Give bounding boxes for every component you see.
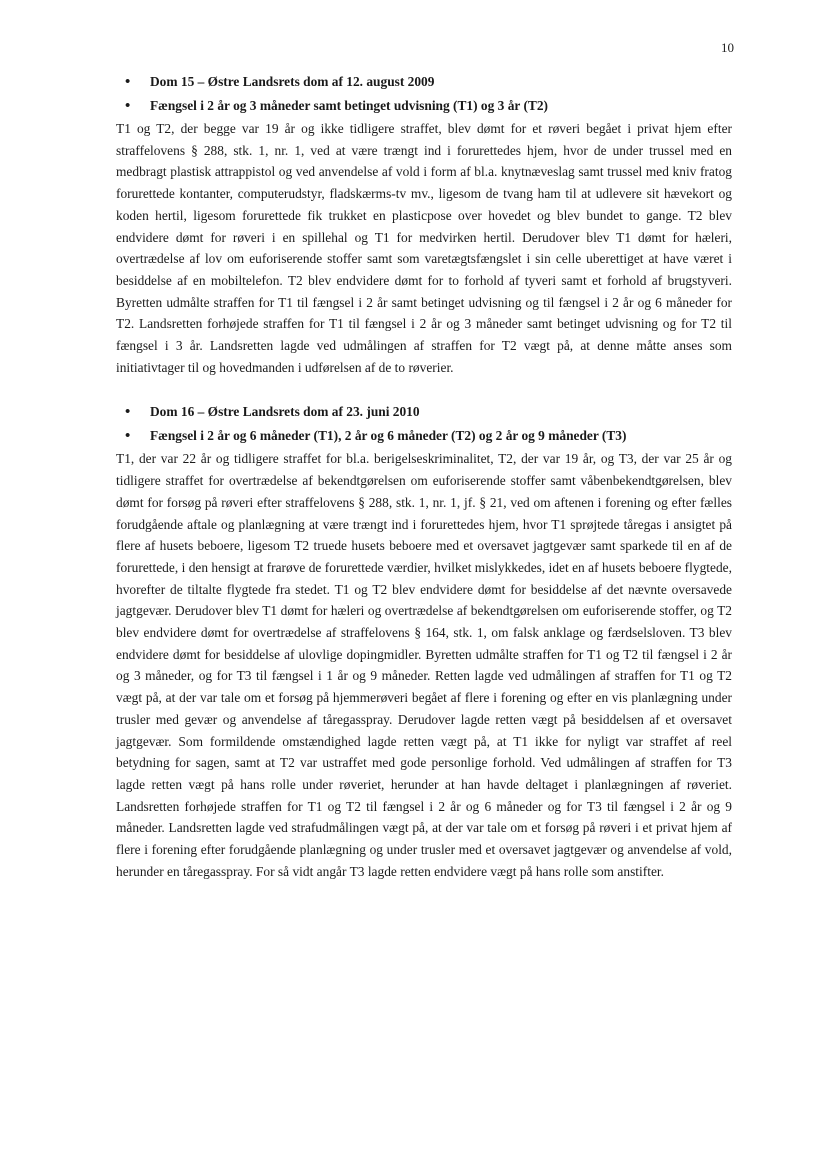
case-section-dom-16 — [116, 400, 732, 882]
case-heading-list — [116, 400, 732, 448]
section-spacer — [116, 378, 732, 400]
case-sentence: • Fængsel i 2 år og 6 måneder (T1), 2 år og 6 måneder (T2) og 2 år og 9 måneder (T3) — [116, 424, 732, 448]
case-title: • Dom 15 – Østre Landsrets dom af 12. august 2009 — [116, 70, 732, 94]
case-sentence: • Fængsel i 2 år og 3 måneder samt betinget udvisning (T1) og 3 år (T2) — [116, 94, 732, 118]
case-title: • Dom 16 – Østre Landsrets dom af 23. juni 2010 — [116, 400, 732, 424]
page-number: 10 — [721, 40, 734, 55]
document-body — [116, 70, 732, 883]
case-heading-list — [116, 70, 732, 118]
case-summary-paragraph: T1, der var 22 år og tidligere straffet for bl.a. berigelseskriminalitet, T2, der var 19 år, og T3, der var 25 år og tidligere straffet for overtrædelse af bekendtgørelsen om euforiserende stoffer samt våbenbekendtgørelsen, blev dømt for forsøg på røveri efter straffelovens § 288, stk. 1, nr. 1, jf. § 21, ved om aftenen i forening og efter fælles forudgående aftale og planlægning at være trængt ind i forurettedes hjem, hvor T1 sprøjtede tåregas i ansigtet på flere af husets beboere, ligesom T2 truede husets beboere med et oversavet jagtgevær samt sparkede til en af de forurettede, i den hensigt at frarøve de forurettede værdier, hvilket mislykkedes, idet en af husets beboere flygtede, hvorefter de tiltalte flygtede fra stedet. T1 og T2 blev endvidere dømt for besiddelse af det nævnte oversavede jagtgevær. Derudover blev T1 dømt for hæleri og overtrædelse af bekendtgørelsen om euforiserende stoffer, og T2 blev endvidere dømt for overtrædelse af straffelovens § 164, stk. 1, om falsk anklage og færdselsloven. T3 blev endvidere dømt for besiddelse af ulovlige dopingmidler. Byretten udmålte straffen for T1 og T2 til fængsel i 2 år og 3 måneder, og for T3 til fængsel i 1 år og 9 måneder. Retten lagde ved udmålingen af straffen for T1 og T2 vægt på, at der var tale om et forsøg på hjemmerøveri begået af flere i forening og efter en vis planlægning under trusler med gevær og anvendelse af tåregasspray. Derudover lagde retten vægt på besiddelsen af et oversavet jagtgevær. Som formildende omstændighed lagde retten vægt på, at T1 ikke for nyligt var straffet af reel betydning for sagen, samt at T2 var ustraffet med gode personlige forhold. Ved udmålingen af straffen for T3 lagde retten vægt på hans rolle under røveriet, herunder at han havde deltaget i planlægningen af røveriet. Landsretten forhøjede straffen for T1 og T2 til fængsel i 2 år og 6 måneder og for T3 til fængsel i 2 år og 9 måneder. Landsretten lagde ved strafudmålingen vægt på, at der var tale om et forsøg på røveri i et privat hjem af flere i forening efter forudgående planlægning og under trusler med et oversavet jagtgevær og anvendelse af vold, herunder en tåregasspray. For så vidt angår T3 lagde retten endvidere vægt på hans rolle som anstifter. — [116, 451, 732, 879]
case-summary-paragraph: T1 og T2, der begge var 19 år og ikke tidligere straffet, blev dømt for et røveri begået i privat hjem efter straffelovens § 288, stk. 1, nr. 1, ved at være trængt ind i forurettedes hjem, hvor de under trussel med en medbragt plastisk attrappistol og ved anvendelse af vold i form af bl.a. knytnæveslag samt trussel med kniv fratog forurettede kontanter, computerudstyr, fladskærms-tv mv., ligesom de tvang ham til at udlevere sit hævekort og koden hertil, ligesom forurettede fik trukket en plasticpose over hovedet og blev bundet to gange. T2 blev endvidere dømt for røveri i en spillehal og T1 for medvirken hertil. Derudover blev T1 dømt for hæleri, overtrædelse af lov om euforiserende stoffer samt som varetægtsfængslet i sin celle uberettiget at have været i besiddelse af en mobiltelefon. T2 blev endvidere dømt for to forhold af tyveri samt et forhold af brugstyveri. Byretten udmålte straffen for T1 til fængsel i 2 år samt betinget udvisning og til fængsel i 2 år og 6 måneder for T2. Landsretten forhøjede straffen for T1 til fængsel i 2 år og 3 måneder samt betinget udvisning og for T2 til fængsel i 3 år. Landsretten lagde ved udmålingen af straffen for T2 vægt på, at denne måtte anses som initiativtager til og hovedmanden i udførelsen af de to røverier. — [116, 121, 732, 375]
case-section-dom-15 — [116, 70, 732, 378]
